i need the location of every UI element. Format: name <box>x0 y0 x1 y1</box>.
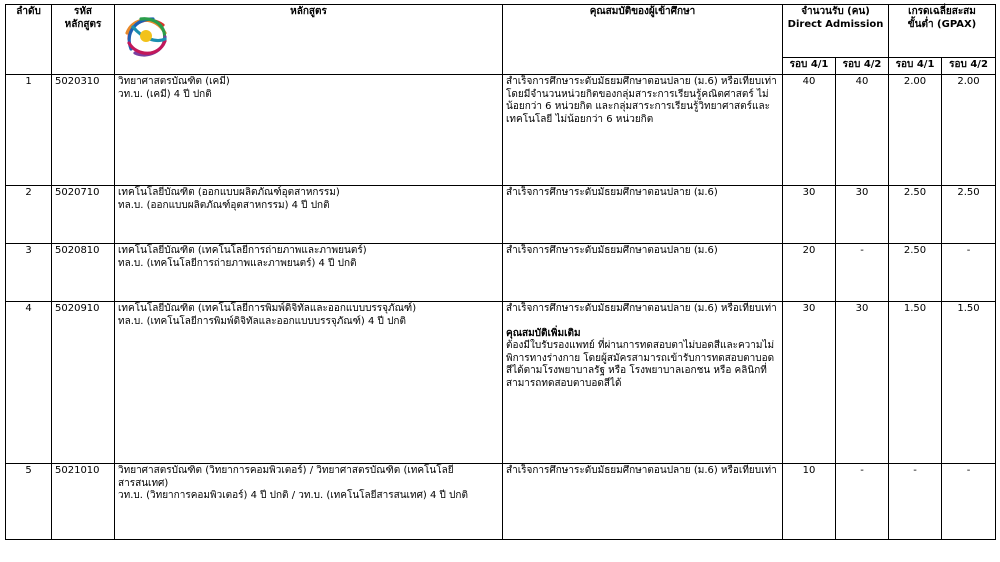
table-row <box>6 75 996 186</box>
header-seats: จำนวนรับ (คน) Direct Admission <box>783 5 889 58</box>
row-gpax-round2: 2.00 <box>942 75 996 186</box>
row-code: 5020710 <box>52 186 115 244</box>
row-code: 5020310 <box>52 75 115 186</box>
row-qualification: สำเร็จการศึกษาระดับมัธยมศึกษาตอนปลาย (ม.6) หรือเทียบเท่า <box>503 464 783 540</box>
row-gpax-round2: 2.50 <box>942 186 996 244</box>
row-program <box>115 75 503 186</box>
program-degree: เทคโนโลยีบัณฑิต (เทคโนโลยีการพิมพ์ดิจิทัลและออกแบบบรรจุภัณฑ์) <box>118 303 417 314</box>
row-program <box>115 186 503 244</box>
admission-table-wrapper <box>5 4 996 540</box>
program-abbrev: วท.บ. (วิทยาการคอมพิวเตอร์) 4 ปี ปกติ / วท.บ. (เทคโนโลยีสารสนเทศ) 4 ปี ปกติ <box>118 490 468 501</box>
qualification-extra-title: คุณสมบัติเพิ่มเติม <box>506 327 581 339</box>
row-gpax-round1: 2.00 <box>889 75 942 186</box>
row-seats-round2: 40 <box>836 75 889 186</box>
row-gpax-round2: - <box>942 464 996 540</box>
row-code: 5020910 <box>52 302 115 464</box>
row-qualification: สำเร็จการศึกษาระดับมัธยมศึกษาตอนปลาย (ม.6) <box>503 186 783 244</box>
qualification-main: สำเร็จการศึกษาระดับมัธยมศึกษาตอนปลาย (ม.6) หรือเทียบเท่า <box>506 303 777 314</box>
header-code: รหัส หลักสูตร <box>52 5 115 75</box>
table-row <box>6 186 996 244</box>
row-program <box>115 302 503 464</box>
row-gpax-round2: - <box>942 244 996 302</box>
university-logo-icon <box>119 9 173 63</box>
row-qualification: สำเร็จการศึกษาระดับมัธยมศึกษาตอนปลาย (ม.6) <box>503 244 783 302</box>
program-abbrev: วท.บ. (เคมี) 4 ปี ปกติ <box>118 88 212 100</box>
row-seats-round1: 30 <box>783 186 836 244</box>
row-no: 4 <box>6 302 52 464</box>
qualification-extra: ต้องมีใบรับรองแพทย์ ที่ผ่านการทดสอบตาไม่บอดสีและความไม่พิการทางร่างกาย โดยผู้สมัครสามารถเข้ารับการทดสอบตาบอดสีได้ตามโรงพยาบาลรัฐ หรือ โรงพยาบาลเอกชน หรือ คลินิกที่สามารถทดสอบตาบอดสีได้ <box>506 340 775 389</box>
header-gpax-round1: รอบ 4/1 <box>889 58 942 75</box>
row-program <box>115 464 503 540</box>
row-gpax-round1: 2.50 <box>889 244 942 302</box>
program-degree: เทคโนโลยีบัณฑิต (ออกแบบผลิตภัณฑ์อุตสาหกรรม) <box>118 187 340 198</box>
header-gpax-round2: รอบ 4/2 <box>942 58 996 75</box>
row-qualification <box>503 302 783 464</box>
row-seats-round2: 30 <box>836 302 889 464</box>
program-abbrev: ทล.บ. (ออกแบบผลิตภัณฑ์อุตสาหกรรม) 4 ปี ปกติ <box>118 199 330 211</box>
table-row <box>6 464 996 540</box>
row-gpax-round2: 1.50 <box>942 302 996 464</box>
row-code: 5020810 <box>52 244 115 302</box>
row-program <box>115 244 503 302</box>
header-seats-round1: รอบ 4/1 <box>783 58 836 75</box>
header-gpax: เกรดเฉลี่ยสะสม ขั้นต่ำ (GPAX) <box>889 5 996 58</box>
row-seats-round1: 20 <box>783 244 836 302</box>
row-qualification: สำเร็จการศึกษาระดับมัธยมศึกษาตอนปลาย (ม.6) หรือเทียบเท่า โดยมีจำนวนหน่วยกิตของกลุ่มสาระการเรียนรู้คณิตศาสตร์ ไม่น้อยกว่า 6 หน่วยกิต และกลุ่มสาระการเรียนรู้วิทยาศาสตร์และเทคโนโลยี ไม่น้อยกว่า 6 หน่วยกิต <box>503 75 783 186</box>
program-abbrev: ทล.บ. (เทคโนโลยีการถ่ายภาพและภาพยนตร์) 4 ปี ปกติ <box>118 257 357 269</box>
header-no: ลำดับ <box>6 5 52 75</box>
header-seats-round2: รอบ 4/2 <box>836 58 889 75</box>
program-degree: วิทยาศาสตรบัณฑิต (วิทยาการคอมพิวเตอร์) / วิทยาศาสตรบัณฑิต (เทคโนโลยีสารสนเทศ) <box>118 465 454 489</box>
row-no: 5 <box>6 464 52 540</box>
table-row <box>6 244 996 302</box>
row-seats-round1: 40 <box>783 75 836 186</box>
row-code: 5021010 <box>52 464 115 540</box>
header-qualification: คุณสมบัติของผู้เข้าศึกษา <box>503 5 783 75</box>
table-row <box>6 302 996 464</box>
program-abbrev: ทล.บ. (เทคโนโลยีการพิมพ์ดิจิทัลและออกแบบบรรจุภัณฑ์) 4 ปี ปกติ <box>118 315 406 327</box>
row-seats-round2: - <box>836 464 889 540</box>
row-no: 2 <box>6 186 52 244</box>
program-degree: วิทยาศาสตรบัณฑิต (เคมี) <box>118 76 230 87</box>
header-program <box>115 5 503 75</box>
row-gpax-round1: - <box>889 464 942 540</box>
row-seats-round2: 30 <box>836 186 889 244</box>
row-no: 1 <box>6 75 52 186</box>
row-seats-round1: 30 <box>783 302 836 464</box>
row-no: 3 <box>6 244 52 302</box>
admission-table <box>5 4 996 540</box>
row-gpax-round1: 2.50 <box>889 186 942 244</box>
row-seats-round1: 10 <box>783 464 836 540</box>
row-gpax-round1: 1.50 <box>889 302 942 464</box>
row-seats-round2: - <box>836 244 889 302</box>
header-program-label: หลักสูตร <box>290 6 327 17</box>
program-degree: เทคโนโลยีบัณฑิต (เทคโนโลยีการถ่ายภาพและภาพยนตร์) <box>118 245 367 256</box>
